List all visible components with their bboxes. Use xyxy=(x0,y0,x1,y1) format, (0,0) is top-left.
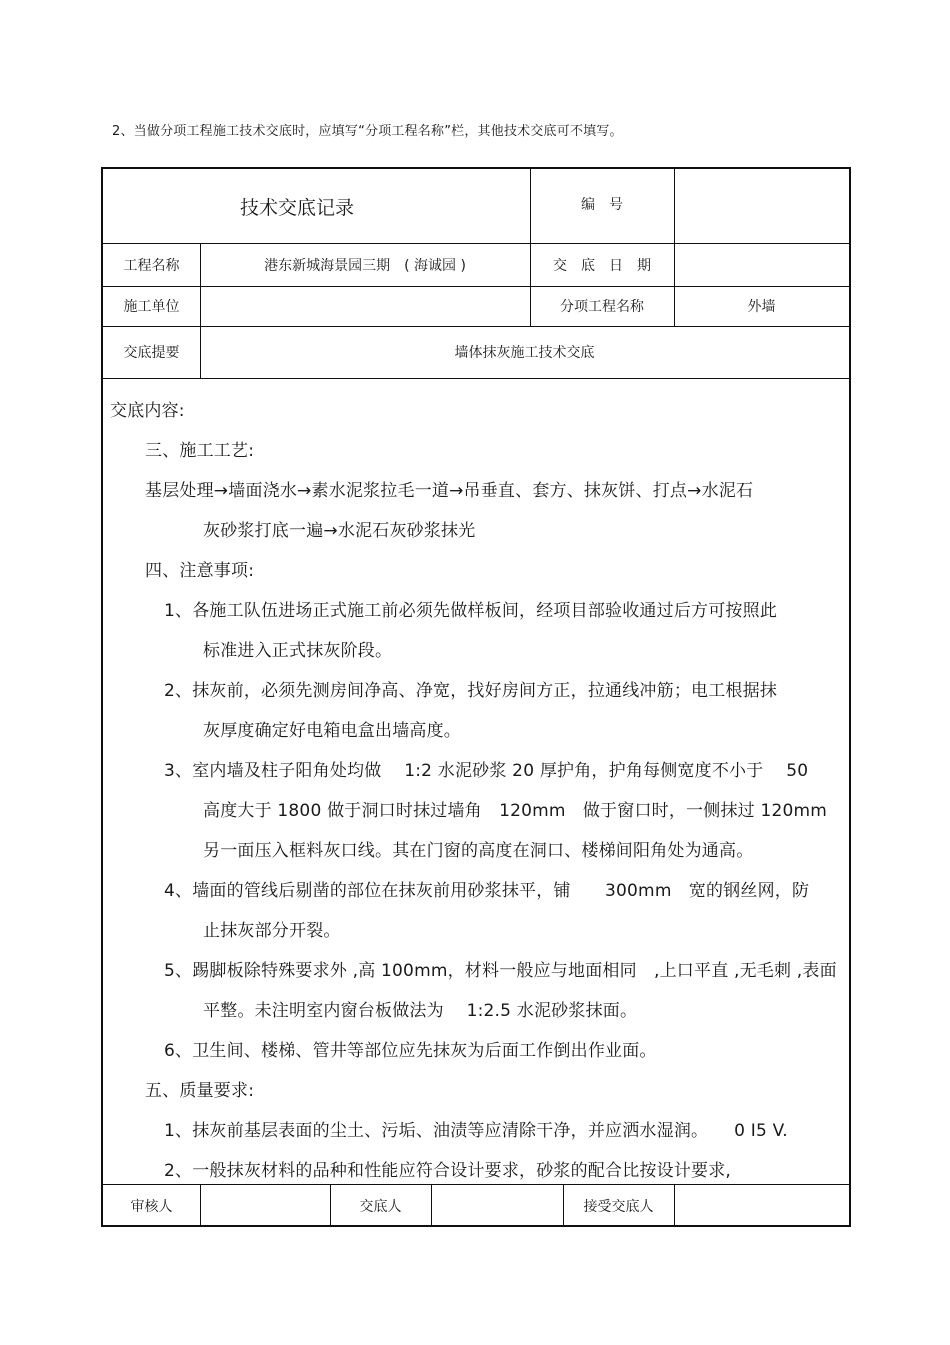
receiver-field[interactable] xyxy=(674,1184,849,1227)
process-line-cont: 灰砂浆打底一遍→水泥石灰砂浆抹光 xyxy=(203,521,476,541)
note-item-cont: 标准进入正式抹灰阶段。 xyxy=(203,641,393,661)
note-item: 6、卫生间、楼梯、管井等部位应先抹灰为后面工作倒出作业面。 xyxy=(164,1041,657,1061)
technical-disclosure-form xyxy=(101,167,851,1227)
number-field[interactable] xyxy=(674,169,849,243)
section-heading: 三、施工工艺: xyxy=(145,441,255,461)
content-heading: 交底内容: xyxy=(110,401,185,421)
section-heading: 四、注意事项: xyxy=(145,561,255,581)
section-heading: 五、质量要求: xyxy=(145,1081,255,1101)
disclosure-date-field[interactable] xyxy=(674,243,849,286)
note-item: 2、抹灰前，必须先测房间净高、净宽，找好房间方正，拉通线冲筋；电工根据抹 xyxy=(164,681,778,701)
presenter-label: 交底人 xyxy=(359,1198,402,1215)
note-item-cont: 另一面压入框料灰口线。其在门窗的高度在洞口、楼梯间阳角处为通高。 xyxy=(203,841,754,861)
fill-instruction-note: 2、当做分项工程施工技术交底时，应填写“分项工程名称”栏，其他技术交底可不填写。 xyxy=(112,124,623,139)
note-item: 5、踢脚板除特殊要求外 ,高 100mm，材料一般应与地面相同 ,上口平直 ,无毛刺 ,表面 xyxy=(164,961,837,981)
presenter-field[interactable] xyxy=(431,1184,563,1227)
sub-project-name-value[interactable]: 外墙 xyxy=(747,299,776,315)
sub-project-name-label: 分项工程名称 xyxy=(560,299,644,315)
project-name-value[interactable]: 港东新城海景园三期 ( 海诚园 ) xyxy=(264,257,466,274)
form-title: 技术交底记录 xyxy=(239,196,354,219)
receiver-label: 接受交底人 xyxy=(583,1198,654,1215)
summary-label: 交底提要 xyxy=(123,345,180,361)
row-divider xyxy=(103,378,849,379)
construction-unit-field[interactable] xyxy=(200,286,530,326)
quality-item: 2、一般抹灰材料的品种和性能应符合设计要求，砂浆的配合比按设计要求, xyxy=(164,1161,732,1181)
project-name-label: 工程名称 xyxy=(123,257,180,274)
disclosure-date-label: 交 底 日 期 xyxy=(553,257,651,274)
construction-unit-label: 施工单位 xyxy=(123,299,180,315)
reviewer-label: 审核人 xyxy=(130,1198,173,1215)
note-item: 3、室内墙及柱子阳角处均做 1:2 水泥砂浆 20 厚护角，护角每侧宽度不小于 50 xyxy=(164,761,809,781)
note-item-cont: 平整。未注明室内窗台板做法为 1:2.5 水泥砂浆抹面。 xyxy=(203,1001,638,1021)
reviewer-field[interactable] xyxy=(200,1184,330,1227)
note-item-cont: 高度大于 1800 做于洞口时抹过墙角 120mm 做于窗口时，一侧抹过 120mm xyxy=(203,801,828,821)
number-label: 编 号 xyxy=(581,197,623,213)
disclosure-content xyxy=(103,391,849,1181)
summary-value[interactable]: 墙体抹灰施工技术交底 xyxy=(454,345,595,361)
note-item: 4、墙面的管线后剔凿的部位在抹灰前用砂浆抹平，铺 300mm 宽的钢丝网，防 xyxy=(164,881,810,901)
note-item-cont: 止抹灰部分开裂。 xyxy=(203,921,341,941)
quality-item: 1、抹灰前基层表面的尘土、污垢、油渍等应清除干净，并应洒水湿润。 0 I5 V. xyxy=(164,1121,788,1141)
process-line: 基层处理→墙面浇水→素水泥浆拉毛一道→吊垂直、套方、抹灰饼、打点→水泥石 xyxy=(145,481,754,501)
note-item: 1、各施工队伍进场正式施工前必须先做样板间，经项目部验收通过后方可按照此 xyxy=(164,601,778,621)
note-item-cont: 灰厚度确定好电箱电盒出墙高度。 xyxy=(203,721,461,741)
